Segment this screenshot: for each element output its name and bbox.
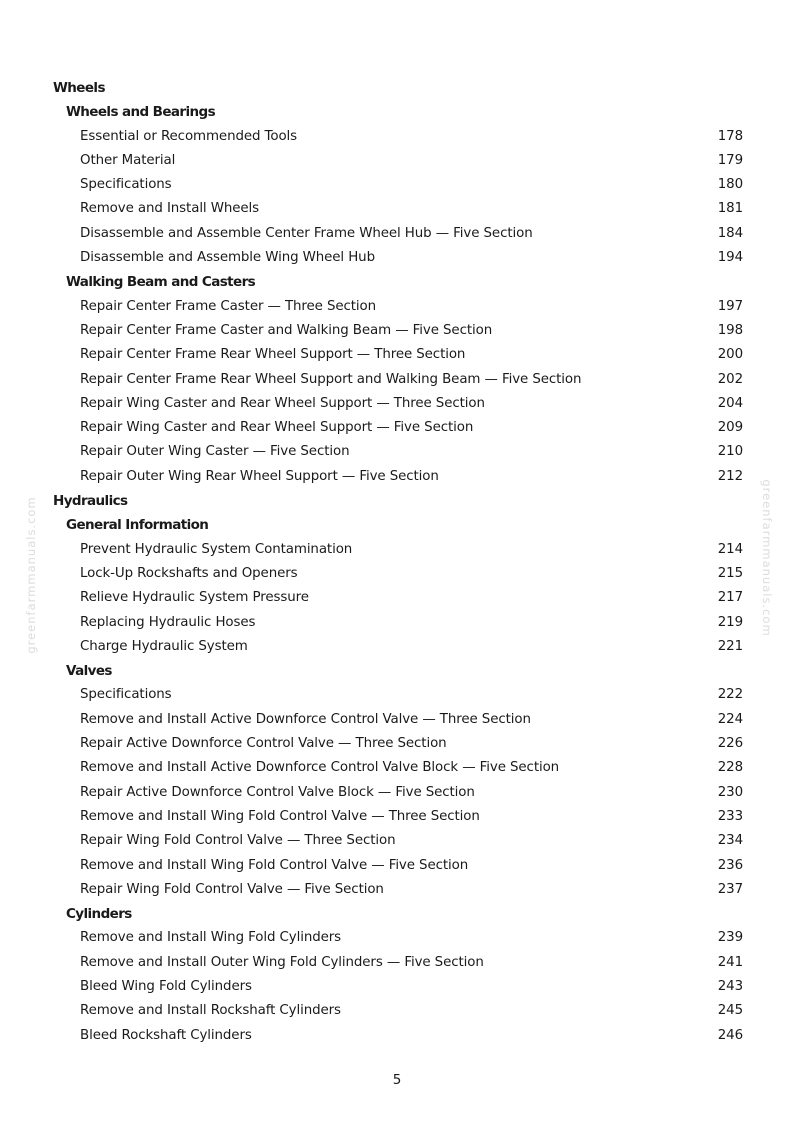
toc-entry-page: 212 [717, 468, 743, 484]
toc-entry-page: 236 [717, 857, 743, 873]
toc-entry [53, 319, 743, 343]
toc-entry-title: Repair Wing Caster and Rear Wheel Support — Three Section [80, 395, 485, 411]
toc-entry [53, 854, 743, 878]
toc-entry [53, 173, 743, 197]
toc-entry-page: 184 [717, 225, 743, 241]
toc-entry-title: Repair Wing Fold Control Valve — Three Section [80, 833, 396, 849]
toc-entry-title: Specifications [80, 177, 172, 193]
toc-entry-page: 246 [717, 1027, 743, 1043]
toc-entry-title: Remove and Install Outer Wing Fold Cylinders — Five Section [80, 954, 484, 970]
toc-entry-page: 230 [717, 784, 743, 800]
toc-entry-title: Bleed Wing Fold Cylinders [80, 978, 252, 994]
subsection-heading: General Information [66, 517, 209, 534]
toc-entry-page: 239 [717, 930, 743, 946]
toc-entry-title: Charge Hydraulic System [80, 638, 248, 654]
toc-entry-title: Relieve Hydraulic System Pressure [80, 590, 309, 606]
toc-entry-title: Disassemble and Assemble Center Frame Wheel Hub — Five Section [80, 225, 533, 241]
toc-entry-title: Repair Active Downforce Control Valve Block — Five Section [80, 784, 475, 800]
toc-entry-page: 217 [717, 590, 743, 606]
toc-entry [53, 465, 743, 489]
toc-entry-title: Remove and Install Active Downforce Control Valve Block — Five Section [80, 760, 560, 776]
toc-entry-page: 178 [717, 128, 743, 144]
toc-entry-title: Remove and Install Wing Fold Control Valve — Five Section [80, 857, 469, 873]
toc-entry-page: 221 [717, 638, 743, 654]
toc-entry-title: Lock-Up Rockshafts and Openers [80, 565, 298, 581]
toc-entry [53, 611, 743, 635]
toc-entry [53, 586, 743, 610]
toc-entry [53, 416, 743, 440]
toc-entry-page: 234 [717, 833, 743, 849]
toc-entry [53, 975, 743, 999]
toc-entry-title: Bleed Rockshaft Cylinders [80, 1027, 252, 1043]
toc-entry [53, 125, 743, 149]
toc-entry-title: Other Material [80, 152, 176, 168]
table-of-contents [53, 76, 743, 1048]
toc-entry-title: Repair Center Frame Rear Wheel Support — Three Section [80, 347, 466, 363]
toc-entry-page: 222 [717, 687, 743, 703]
toc-entry-page: 210 [717, 444, 743, 460]
toc-entry-page: 237 [717, 881, 743, 897]
toc-entry-title: Repair Center Frame Caster and Walking Beam — Five Section [80, 322, 493, 338]
toc-entry-title: Remove and Install Rockshaft Cylinders [80, 1003, 341, 1019]
toc-entry-page: 202 [717, 371, 743, 387]
toc-entry-title: Repair Outer Wing Rear Wheel Support — Five Section [80, 468, 439, 484]
toc-entry-page: 209 [717, 420, 743, 436]
toc-entry-title: Remove and Install Wing Fold Control Valve — Three Section [80, 808, 480, 824]
toc-entry [53, 392, 743, 416]
toc-entry-page: 194 [717, 250, 743, 266]
toc-entry-page: 179 [717, 152, 743, 168]
toc-entry-title: Repair Wing Fold Control Valve — Five Section [80, 881, 384, 897]
toc-entry [53, 295, 743, 319]
toc-entry [53, 708, 743, 732]
section-heading: Wheels [53, 80, 105, 96]
toc-entry-title: Repair Wing Caster and Rear Wheel Support — Five Section [80, 420, 474, 436]
subsection-heading: Walking Beam and Casters [66, 274, 256, 291]
toc-entry-page: 233 [717, 808, 743, 824]
toc-entry-page: 181 [717, 201, 743, 217]
toc-entry [53, 781, 743, 805]
toc-entry-page: 180 [717, 177, 743, 193]
toc-entry-title: Replacing Hydraulic Hoses [80, 614, 256, 630]
section-heading: Hydraulics [53, 493, 128, 510]
toc-entry-page: 241 [717, 954, 743, 970]
toc-entry [53, 732, 743, 756]
toc-entry [53, 805, 743, 829]
toc-entry [53, 951, 743, 975]
watermark-right: greenfarmmanuals.com [760, 479, 774, 637]
toc-entry-title: Remove and Install Active Downforce Control Valve — Three Section [80, 711, 531, 727]
toc-entry-title: Repair Center Frame Caster — Three Section [80, 298, 377, 314]
toc-entry [53, 562, 743, 586]
toc-entry [53, 343, 743, 367]
toc-entry-title: Repair Outer Wing Caster — Five Section [80, 444, 350, 460]
toc-entry [53, 829, 743, 853]
toc-entry [53, 368, 743, 392]
toc-entry [53, 149, 743, 173]
toc-entry-title: Specifications [80, 687, 172, 703]
toc-entry [53, 197, 743, 221]
toc-entry-page: 226 [717, 736, 743, 752]
toc-entry-page: 214 [717, 541, 743, 557]
toc-entry-page: 219 [717, 614, 743, 630]
toc-entry-page: 215 [717, 565, 743, 581]
toc-entry-title: Remove and Install Wing Fold Cylinders [80, 930, 342, 946]
toc-entry [53, 635, 743, 659]
toc-entry-page: 197 [717, 298, 743, 314]
page-number: 5 [392, 1072, 402, 1088]
toc-entry [53, 926, 743, 950]
toc-entry-title: Prevent Hydraulic System Contamination [80, 541, 353, 557]
toc-entry-page: 243 [717, 978, 743, 994]
toc-entry-title: Essential or Recommended Tools [80, 128, 298, 144]
toc-entry-page: 200 [717, 347, 743, 363]
toc-entry-title: Disassemble and Assemble Wing Wheel Hub [80, 250, 375, 266]
toc-entry [53, 999, 743, 1023]
watermark-left: greenfarmmanuals.com [24, 496, 38, 654]
toc-entry [53, 683, 743, 707]
toc-entry-page: 198 [717, 322, 743, 338]
subsection-heading: Valves [66, 663, 112, 680]
toc-entry-page: 228 [717, 760, 743, 776]
toc-entry [53, 756, 743, 780]
subsection-heading: Wheels and Bearings [66, 104, 216, 121]
toc-entry [53, 246, 743, 270]
toc-entry [53, 538, 743, 562]
toc-entry-title: Remove and Install Wheels [80, 201, 260, 217]
subsection-heading: Cylinders [66, 906, 132, 923]
toc-entry [53, 440, 743, 464]
toc-entry [53, 1024, 743, 1048]
toc-entry-page: 204 [717, 395, 743, 411]
toc-entry-page: 245 [717, 1003, 743, 1019]
toc-entry-page: 224 [717, 711, 743, 727]
toc-entry-title: Repair Active Downforce Control Valve — Three Section [80, 736, 447, 752]
toc-entry [53, 878, 743, 902]
toc-entry [53, 222, 743, 246]
toc-entry-title: Repair Center Frame Rear Wheel Support and Walking Beam — Five Section [80, 371, 582, 387]
